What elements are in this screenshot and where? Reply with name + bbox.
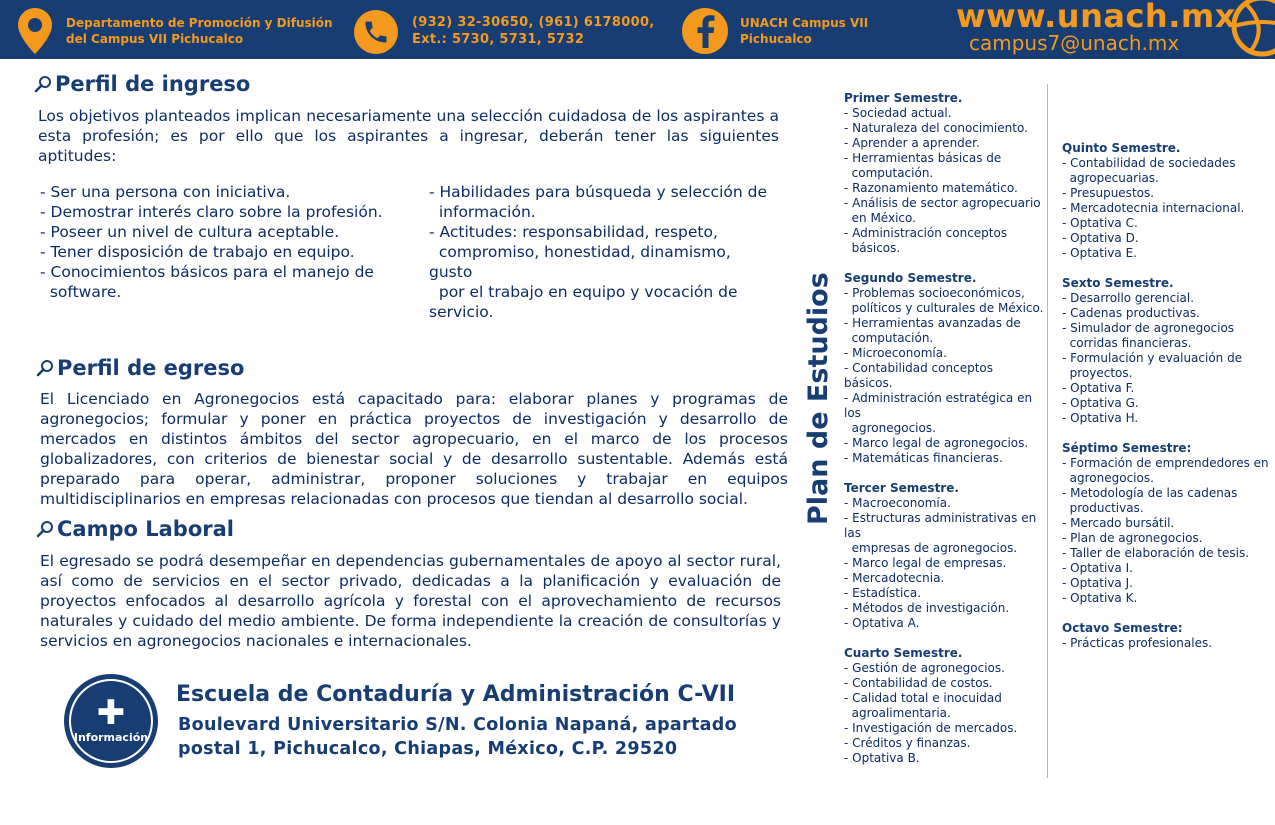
list-item: - Poseer un nivel de cultura aceptable. <box>40 223 340 241</box>
email-link[interactable]: campus7@unach.mx <box>969 31 1180 55</box>
department-info <box>66 15 333 47</box>
course-item: - Plan de agronegocios. <box>1062 531 1203 545</box>
course-item: - Naturaleza del conocimiento. <box>844 121 1028 135</box>
course-item: - Mercado bursátil. <box>1062 516 1175 530</box>
plan-title: Plan de Estudios <box>803 272 834 525</box>
course-item: - Microeconomía. <box>844 346 947 360</box>
list-item: - Ser una persona con iniciativa. <box>40 183 291 201</box>
semester-title: Quinto Semestre. <box>1062 141 1181 155</box>
course-item: - Contabilidad de sociedades agropecuarias. <box>1062 156 1236 185</box>
semester-title: Octavo Semestre: <box>1062 621 1183 635</box>
course-item: - Optativa J. <box>1062 576 1133 590</box>
course-item: - Optativa B. <box>844 751 920 765</box>
course-item: - Optativa K. <box>1062 591 1138 605</box>
school-address <box>178 713 737 761</box>
search-icon <box>34 75 52 93</box>
header-bar <box>0 0 1275 59</box>
list-item: - Actitudes: responsabilidad, respeto, compromiso, honestidad, dinamismo, gusto por el trabajo en equipo y vocación de servicio. <box>429 223 738 321</box>
phone-line-1: (932) 32-30650, (961) 6178000, <box>412 15 655 30</box>
course-item: - Aprender a aprender. <box>844 136 980 150</box>
phone-info <box>412 14 655 48</box>
course-item: - Herramientas avanzadas de computación. <box>844 316 1021 345</box>
department-line-1: Departamento de Promoción y Difusión <box>66 16 333 30</box>
course-item: - Sociedad actual. <box>844 106 952 120</box>
course-item: - Calidad total e inocuidad agroalimentaria. <box>844 691 1002 720</box>
laboral-text: El egresado se podrá desempeñar en dependencias gubernamentales de apoyo al sector rural, así como de servicios en el sector privado, dedicadas a la planificación y evaluación de proyectos enfocados al desarrollo agrícola y forestal con el aprovechamiento de recursos naturales y cuidado del medio ambiente. De forma independiente la creación de consultorías y servicios en agronegocios nacionales e internacionales. <box>40 552 781 650</box>
facebook-line-2: Pichucalco <box>740 32 812 46</box>
info-badge-ring <box>69 679 153 763</box>
search-icon <box>36 520 54 538</box>
course-item: - Optativa C. <box>1062 216 1138 230</box>
semester-block <box>844 91 1044 256</box>
course-item: - Herramientas básicas de computación. <box>844 151 1002 180</box>
laboral-title: Campo Laboral <box>57 517 234 541</box>
course-item: - Simulador de agronegocios corridas financieras. <box>1062 321 1235 350</box>
course-item: - Formulación y evaluación de proyectos. <box>1062 351 1243 380</box>
list-item: - Conocimientos básicos para el manejo de software. <box>40 263 374 301</box>
semester-block <box>844 271 1044 466</box>
semester-title: Sexto Semestre. <box>1062 276 1174 290</box>
egreso-heading <box>36 356 244 380</box>
course-item: - Optativa F. <box>1062 381 1135 395</box>
course-item: - Optativa G. <box>1062 396 1139 410</box>
egreso-title: Perfil de egreso <box>57 356 245 380</box>
semester-block <box>844 646 1044 766</box>
semester-title: Tercer Semestre. <box>844 481 959 495</box>
egreso-text: El Licenciado en Agronegocios está capacitado para: elaborar planes y programas de agronegocios; formular y poner en práctica proyectos de investigación y desarrollo de mercados en distintos ámbitos del sector agropecuario, en el marco de los procesos globalizadores, con criterios de bienestar social y de desarrollo sustentable. Además está preparado para operar, administrar, proponer soluciones y trabajar en equipos multidisciplinarios en empresas relacionadas con procesos que tiendan al desarrollo social. <box>40 390 788 508</box>
course-item: - Contabilidad de costos. <box>844 676 993 690</box>
basketball-icon <box>1230 0 1275 59</box>
course-item: - Análisis de sector agropecuario en México. <box>844 196 1041 225</box>
course-item: - Problemas socioeconómicos, políticos y culturales de México. <box>844 286 1044 315</box>
info-badge-label: Información <box>73 731 149 744</box>
semester-block <box>1062 441 1272 606</box>
semester-title: Cuarto Semestre. <box>844 646 963 660</box>
column-divider <box>1047 84 1048 778</box>
course-item: - Créditos y finanzas. <box>844 736 971 750</box>
school-name: Escuela de Contaduría y Administración C-VII <box>176 682 736 707</box>
course-item: - Contabilidad conceptos básicos. <box>844 361 997 390</box>
list-item: - Demostrar interés claro sobre la profesión. <box>40 203 383 221</box>
facebook-icon[interactable] <box>682 8 728 54</box>
course-item: - Administración estratégica en los agronegocios. <box>844 391 1033 435</box>
plan-column-2 <box>1062 141 1272 666</box>
website-link[interactable]: www.unach.mx <box>956 0 1236 35</box>
address-line-1: Boulevard Universitario S/N. Colonia Napaná, apartado <box>178 715 737 735</box>
course-item: - Cadenas productivas. <box>1062 306 1200 320</box>
course-item: - Mercadotecnia. <box>844 571 945 585</box>
ingreso-right-list <box>429 182 774 322</box>
ingreso-left-list <box>40 182 385 302</box>
list-item: - Habilidades para búsqueda y selección de información. <box>429 183 767 221</box>
ingreso-heading <box>34 72 250 96</box>
course-item: - Prácticas profesionales. <box>1062 636 1213 650</box>
semester-block <box>1062 621 1272 651</box>
course-item: - Investigación de mercados. <box>844 721 1018 735</box>
course-item: - Desarrollo gerencial. <box>1062 291 1195 305</box>
location-pin-icon <box>17 7 53 55</box>
course-item: - Estructuras administrativas en las empresas de agronegocios. <box>844 511 1037 555</box>
ingreso-title: Perfil de ingreso <box>55 72 251 96</box>
course-item: - Marco legal de agronegocios. <box>844 436 1029 450</box>
semester-block <box>1062 276 1272 426</box>
ingreso-intro: Los objetivos planteados implican necesariamente una selección cuidadosa de los aspirantes a esta profesión; es por ello que los aspirantes a ingresar, deberán tener las siguientes aptitudes: <box>38 107 779 165</box>
course-item: - Optativa H. <box>1062 411 1139 425</box>
list-item: - Tener disposición de trabajo en equipo. <box>40 243 355 261</box>
course-item: - Gestión de agronegocios. <box>844 661 1005 675</box>
semester-block <box>1062 141 1272 261</box>
semester-block <box>844 481 1044 631</box>
course-item: - Métodos de investigación. <box>844 601 1010 615</box>
course-item: - Marco legal de empresas. <box>844 556 1007 570</box>
course-item: - Optativa D. <box>1062 231 1139 245</box>
course-item: - Metodología de las cadenas productivas. <box>1062 486 1238 515</box>
plus-icon: ✚ <box>96 693 126 733</box>
course-item: - Macroeconomía. <box>844 496 951 510</box>
phone-icon <box>354 10 398 54</box>
course-item: - Administración conceptos básicos. <box>844 226 1008 255</box>
semester-title: Primer Semestre. <box>844 91 963 105</box>
phone-line-2: Ext.: 5730, 5731, 5732 <box>412 32 585 47</box>
course-item: - Taller de elaboración de tesis. <box>1062 546 1250 560</box>
course-item: - Optativa A. <box>844 616 920 630</box>
plan-column-1 <box>844 91 1044 781</box>
course-item: - Matemáticas financieras. <box>844 451 1003 465</box>
course-item: - Formación de emprendedores en agronegocios. <box>1062 456 1269 485</box>
semester-title: Séptimo Semestre: <box>1062 441 1192 455</box>
course-item: - Mercadotecnia internacional. <box>1062 201 1245 215</box>
search-icon <box>36 359 54 377</box>
course-item: - Optativa I. <box>1062 561 1133 575</box>
info-badge[interactable] <box>64 674 158 768</box>
course-item: - Estadística. <box>844 586 922 600</box>
address-line-2: postal 1, Pichucalco, Chiapas, México, C.P. 29520 <box>178 739 678 759</box>
course-item: - Presupuestos. <box>1062 186 1155 200</box>
course-item: - Razonamiento matemático. <box>844 181 1018 195</box>
department-line-2: del Campus VII Pichucalco <box>66 32 244 46</box>
semester-title: Segundo Semestre. <box>844 271 977 285</box>
laboral-heading <box>36 517 234 541</box>
facebook-info <box>740 15 868 47</box>
facebook-line-1: UNACH Campus VII <box>740 16 869 30</box>
course-item: - Optativa E. <box>1062 246 1137 260</box>
